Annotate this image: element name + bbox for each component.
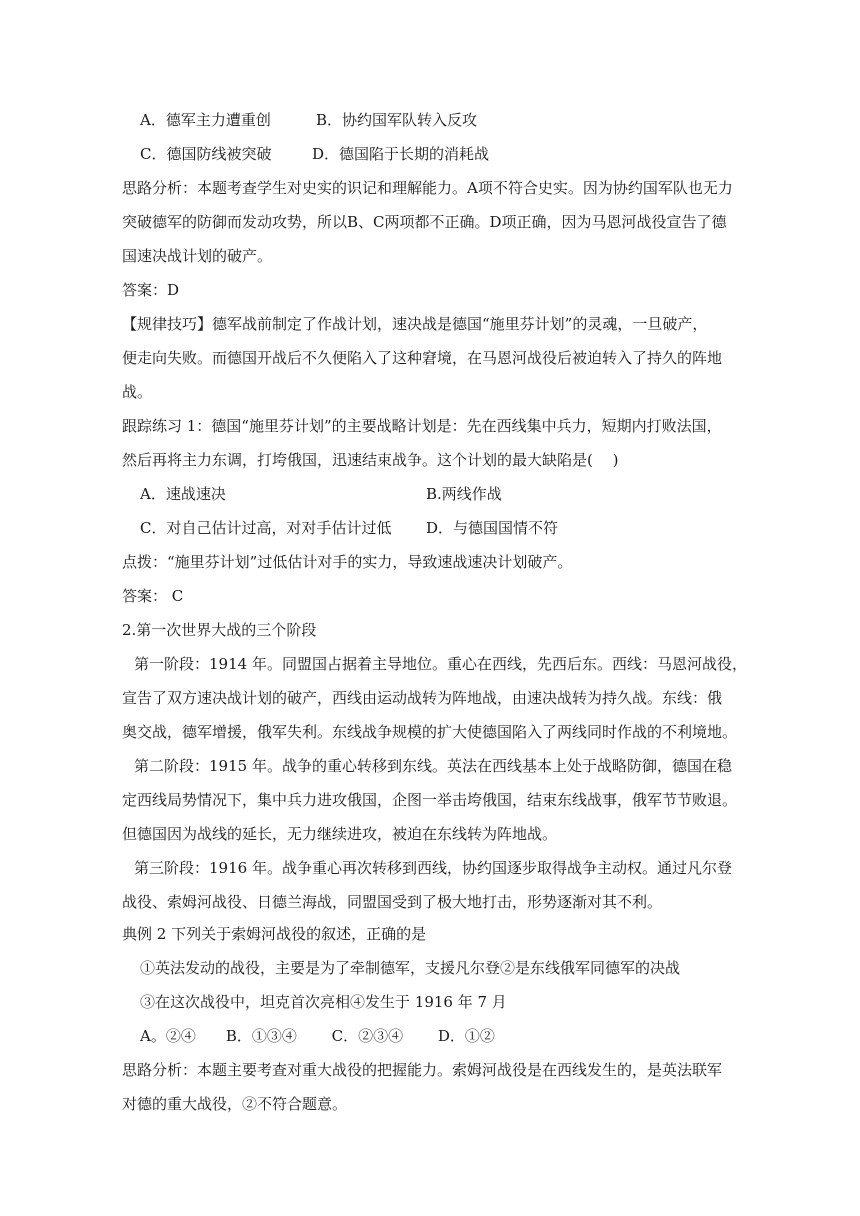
example2-item: ③在这次战役中，坦克首次亮相④发生于 1916 年 7 月 xyxy=(140,993,507,1011)
practice1-line: 然后再将主力东调，打垮俄国，迅速结束战争。这个计划的最大缺陷是( ) xyxy=(122,451,619,469)
stage2-line: 第二阶段：1915 年。战争的重心转移到东线。英法在西线基本上处于战略防御，德国在稳 xyxy=(134,757,732,775)
practice1-answer: 答案： C xyxy=(122,587,184,605)
practice1-option-c: C．对自己估计过高，对对手估计过低 xyxy=(140,519,392,537)
practice1-option-a: A．速战速决 xyxy=(140,485,226,503)
q1-option-d: D．德国陷于长期的消耗战 xyxy=(312,145,490,163)
q1-analysis-line: 突破德军的防御而发动攻势，所以B、C两项都不正确。D项正确，因为马恩河战役宣告了德 xyxy=(122,213,727,231)
rule-tip-line: 便走向失败。而德国开战后不久便陷入了这种窘境，在马恩河战役后被迫转入了持久的阵地 xyxy=(122,349,723,367)
q1-option-b: B．协约国军队转入反攻 xyxy=(316,111,478,129)
q1-option-a: A．德军主力遭重创 xyxy=(140,111,271,129)
stage1-line: 奥交战，德军增援，俄军失利。东线战争规模的扩大使德国陷入了两线同时作战的不利境地。 xyxy=(122,723,738,741)
stage1-line: 宣告了双方速决战计划的破产，西线由运动战转为阵地战，由速决战转为持久战。东线：俄 xyxy=(122,689,723,707)
practice1-option-d: D．与德国国情不符 xyxy=(426,519,559,537)
stage2-line: 但德国因为战线的延长，无力继续进攻，被迫在东线转为阵地战。 xyxy=(122,825,558,843)
example2-analysis-line: 对德的重大战役，②不符合题意。 xyxy=(122,1095,348,1113)
practice1-hint: 点拨：“施里芬计划”过低估计对手的实力，导致速战速决计划破产。 xyxy=(122,553,573,571)
example2-analysis-line: 思路分析：本题主要考查对重大战役的把握能力。索姆河战役是在西线发生的，是英法联军 xyxy=(122,1061,723,1079)
rule-tip-line: 【规律技巧】德军战前制定了作战计划，速决战是德国“施里芬计划”的灵魂，一旦破产， xyxy=(122,315,708,333)
practice1-option-b: B.两线作战 xyxy=(426,485,502,503)
section-title: 2.第一次世界大战的三个阶段 xyxy=(122,621,317,639)
stage3-line: 战役、索姆河战役、日德兰海战，同盟国受到了极大地打击，形势逐渐对其不利。 xyxy=(122,893,663,911)
example2-item: ①英法发动的战役，主要是为了牵制德军，支援凡尔登②是东线俄军同德军的决战 xyxy=(140,959,681,977)
stage2-line: 定西线局势情况下，集中兵力进攻俄国，企图一举击垮俄国，结束东线战事，俄军节节败退。 xyxy=(122,791,738,809)
example2-question: 典例 2 下列关于索姆河战役的叙述，正确的是 xyxy=(122,925,427,943)
q1-analysis-line: 国速决战计划的破产。 xyxy=(122,247,273,265)
rule-tip-line: 战。 xyxy=(122,383,153,401)
example2-options: A。②④ B．①③④ C．②③④ D．①② xyxy=(140,1027,495,1045)
q1-option-c: C．德国防线被突破 xyxy=(140,145,272,163)
stage1-line: 第一阶段：1914 年。同盟国占据着主导地位。重心在西线，先西后东。西线：马恩河战役， xyxy=(134,655,747,673)
practice1-line: 跟踪练习 1：德国“施里芬计划”的主要战略计划是：先在西线集中兵力，短期内打败法国， xyxy=(122,417,722,435)
q1-answer: 答案：D xyxy=(122,281,180,299)
q1-analysis-line: 思路分析：本题考查学生对史实的识记和理解能力。A项不符合史实。因为协约国军队也无力 xyxy=(122,179,733,197)
stage3-line: 第三阶段：1916 年。战争重心再次转移到西线，协约国逐步取得战争主动权。通过凡尔登 xyxy=(134,859,732,877)
